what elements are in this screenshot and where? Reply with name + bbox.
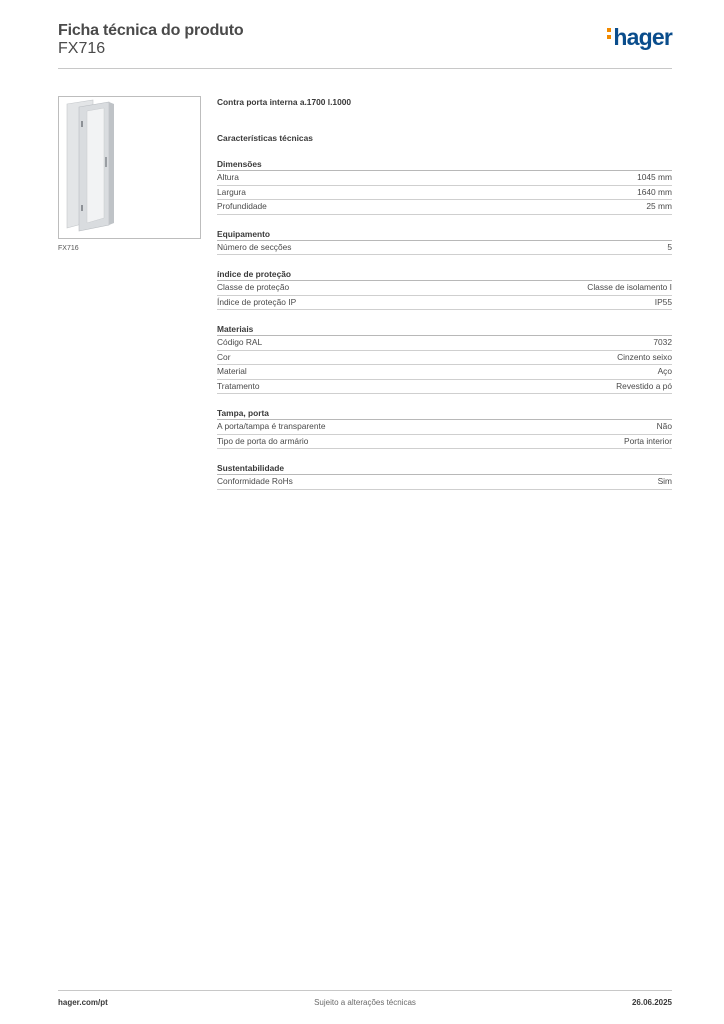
spec-group-title: Materiais [217, 324, 672, 336]
spec-group-title: Equipamento [217, 229, 672, 241]
spec-value: 25 mm [646, 201, 672, 211]
spec-row [217, 186, 672, 201]
section-heading: Características técnicas [217, 133, 313, 143]
spec-group [217, 159, 672, 215]
spec-row [217, 365, 672, 380]
spec-value: Aço [657, 366, 672, 376]
spec-group-title: Sustentabilidade [217, 463, 672, 475]
spec-value: 7032 [653, 337, 672, 347]
spec-value: IP55 [654, 296, 672, 307]
product-code: FX716 [58, 40, 106, 57]
spec-group [217, 229, 672, 256]
spec-value: Classe de isolamento I [587, 282, 672, 292]
footer-notice: Sujeito a alterações técnicas [314, 998, 416, 1007]
footer-date: 26.06.2025 [631, 998, 672, 1007]
spec-row [217, 296, 672, 311]
spec-row [217, 241, 672, 256]
spec-group-title: Tampa, porta [217, 408, 672, 420]
spec-label: Tratamento [217, 380, 260, 391]
spec-label: Código RAL [217, 337, 263, 347]
specifications [217, 97, 672, 490]
spec-label: Número de secções [217, 241, 292, 252]
spec-label: Índice de proteção IP [217, 296, 297, 307]
spec-label: Altura [217, 172, 239, 182]
spec-row [217, 420, 672, 435]
door-panel-image [59, 97, 200, 238]
spec-group [217, 269, 672, 310]
spec-row [217, 380, 672, 395]
footer-divider [58, 990, 672, 991]
logo-dots-icon [607, 28, 611, 42]
spec-row [217, 281, 672, 296]
spec-value: Porta interior [624, 435, 672, 446]
spec-label: Material [217, 366, 247, 376]
spec-value: 1640 mm [637, 186, 672, 197]
spec-label: Profundidade [217, 201, 267, 211]
spec-row [217, 200, 672, 215]
spec-value: 5 [667, 241, 672, 252]
spec-group [217, 324, 672, 394]
footer-website: hager.com/pt [58, 998, 108, 1007]
spec-label: Conformidade RoHs [217, 476, 293, 486]
spec-value: Não [656, 421, 672, 431]
spec-group [217, 463, 672, 490]
spec-row [217, 336, 672, 351]
spec-row [217, 171, 672, 186]
image-caption: FX716 [58, 245, 79, 252]
spec-value: Sim [657, 476, 672, 486]
spec-label: Cor [217, 351, 231, 362]
product-name: Contra porta interna a.1700 l.1000 [217, 97, 352, 107]
spec-label: A porta/tampa é transparente [217, 421, 326, 431]
header-divider [58, 68, 672, 69]
spec-label: Tipo de porta do armário [217, 435, 309, 446]
page-title: Ficha técnica do produto [58, 22, 244, 39]
spec-value: Revestido a pó [616, 380, 672, 391]
page-header [58, 20, 672, 68]
spec-row [217, 351, 672, 366]
product-image [58, 96, 201, 239]
spec-row [217, 475, 672, 490]
spec-label: Classe de proteção [217, 282, 290, 292]
spec-groups [217, 159, 672, 490]
spec-value: 1045 mm [637, 172, 672, 182]
spec-group [217, 408, 672, 449]
spec-group-title: índice de proteção [217, 269, 672, 281]
logo-text: hager [613, 24, 672, 50]
hager-logo [607, 26, 672, 49]
spec-value: Cinzento seixo [617, 351, 672, 362]
spec-row [217, 435, 672, 450]
spec-group-title: Dimensões [217, 159, 672, 171]
spec-label: Largura [217, 186, 246, 197]
